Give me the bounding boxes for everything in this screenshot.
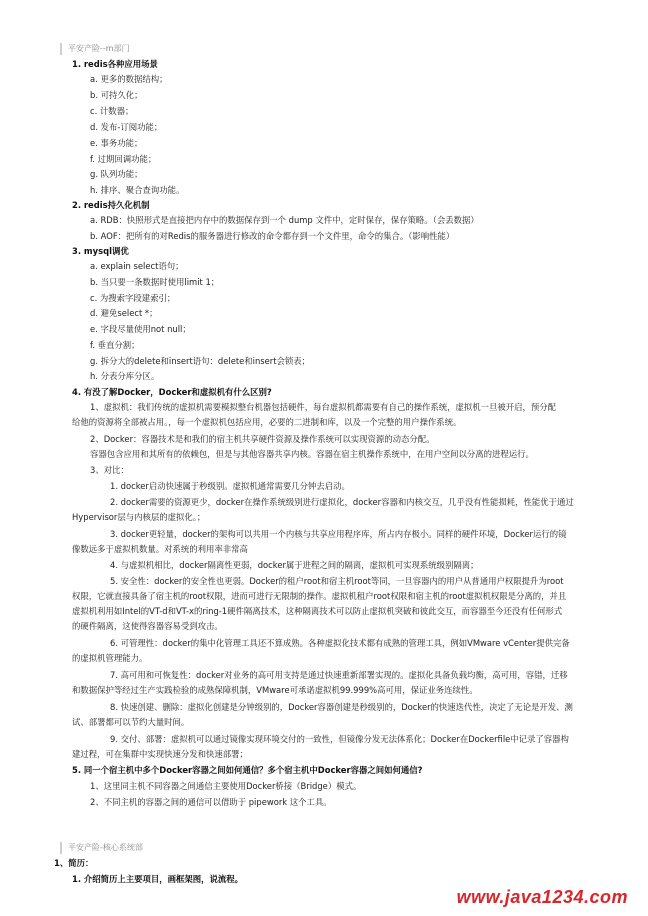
paragraph-line: 像数远多于虚拟机数量。对系统的利用率非常高 xyxy=(72,544,248,554)
heading-resume: 1、简历： xyxy=(54,858,94,868)
paragraph-line: 2、Docker：容器技术是和我们的宿主机共享硬件资源及操作系统可以实现资源的动态分配。 xyxy=(90,434,435,444)
paragraph-line: 1、虚拟机：我们传统的虚拟机需要模拟整台机器包括硬件，每台虚拟机都需要有自己的操作系统，虚拟机一旦被开启，预分配 xyxy=(90,402,556,412)
list-item: e. 事务功能； xyxy=(90,138,143,148)
list-item: b. AOF：把所有的对Redis的服务器进行修改的命令都存到一个文件里，命令的集合。（影响性能） xyxy=(90,231,455,241)
paragraph-line: 6. 可管理性：docker的集中化管理工具还不算成熟。各种虚拟化技术都有成熟的管理工具，例如VMware vCenter提供完备 xyxy=(110,638,570,648)
list-item: d. 避免select *； xyxy=(90,308,158,318)
list-item: a. RDB：快照形式是直接把内存中的数据保存到一个 dump 文件中，定时保存，保存策略。（会丢数据） xyxy=(90,215,479,225)
list-item: a. explain select语句； xyxy=(90,261,184,271)
paragraph-line: 权限，它就直接具备了宿主机的root权限，进而可进行无限制的操作。虚拟机租户root权限和宿主机的root虚拟机权限是分离的，并且 xyxy=(72,591,567,601)
section-label: 平安产险-核心系统部 xyxy=(60,842,143,854)
paragraph-line: Hypervisor层与内核层的虚拟化。； xyxy=(72,512,206,522)
paragraph-line: 容器包含应用和其所有的依赖包，但是与其他容器共享内核。容器在宿主机操作系统中，在用户空间以分离的进程运行。 xyxy=(90,449,534,459)
list-item: g. 拆分大的delete和insert语句：delete和insert会锁表； xyxy=(90,356,311,366)
list-item: f. 垂直分割； xyxy=(90,340,140,350)
paragraph-line: 5. 安全性：docker的安全性也更弱。Docker的租户root和宿主机root等同，一旦容器内的用户从普通用户权限提升为root xyxy=(110,576,564,586)
paragraph-line: 和数据保护等经过生产实践检验的成熟保障机制，VMware可承诺虚拟机99.999%高可用，保证业务连续性。 xyxy=(72,685,478,695)
paragraph-line: 1、这里同主机不同容器之间通信主要使用Docker桥接（Bridge）模式。 xyxy=(90,781,362,791)
heading-redis-persist: 2. redis持久化机制 xyxy=(72,200,150,210)
paragraph-line: 7. 高可用和可恢复性：docker对业务的高可用支持是通过快速重新部署实现的。虚拟化具备负载均衡，高可用，容错，迁移 xyxy=(110,670,568,680)
section-label: 平安产险--m部门 xyxy=(60,43,130,55)
paragraph-line: 9. 交付、部署：虚拟机可以通过镜像实现环境交付的一致性，但镜像分发无法体系化；Docker在Dockerfile中记录了容器构 xyxy=(110,734,569,744)
list-item: h. 分表分库分区。 xyxy=(90,371,160,381)
heading-docker: 4. 有没了解Docker，Docker和虚拟机有什么区别? xyxy=(72,387,272,397)
heading-redis-uses: 1. redis各种应用场景 xyxy=(72,59,158,69)
paragraph-line: 4. 与虚拟机相比，docker隔离性更弱，docker属于进程之间的隔离，虚拟机可实现系统级别隔离； xyxy=(110,560,479,570)
paragraph-line: 1. docker启动快速属于秒级别。虚拟机通常需要几分钟去启动。 xyxy=(110,481,350,491)
watermark-text: www.java1234.com xyxy=(456,887,628,907)
paragraph-line: 3. docker更轻量，docker的架构可以共用一个内核与共享应用程序库，所占内存极小。同样的硬件环境，Docker运行的镜 xyxy=(110,529,567,539)
heading-docker-network: 5. 同一个宿主机中多个Docker容器之间如何通信？多个宿主机中Docker容器之间如何通信? xyxy=(72,765,423,775)
paragraph-line: 的硬件隔离，这使得容器容易受到攻击。 xyxy=(72,621,223,631)
list-item: b. 当只要一条数据时使用limit 1； xyxy=(90,277,220,287)
paragraph-line: 试、部署都可以节约大量时间。 xyxy=(72,717,190,727)
paragraph-line: 虚拟机利用如Intel的VT-d和VT-x的ring-1硬件隔离技术，这种隔离技术可以防止虚拟机突破和彼此交互，而容器至今还没有任何形式 xyxy=(72,606,563,616)
paragraph-line: 的虚拟机管理能力。 xyxy=(72,653,148,663)
paragraph-line: 给他的资源将全部被占用。，每一个虚拟机包括应用，必要的二进制和库，以及一个完整的用户操作系统。 xyxy=(72,417,462,427)
paragraph-line: 2、不同主机的容器之间的通信可以借助于 pipework 这个工具。 xyxy=(90,797,332,807)
list-item: h. 排序、聚合查询功能。 xyxy=(90,185,185,195)
paragraph-line: 8. 快速创建、删除：虚拟化创建是分钟级别的，Docker容器创建是秒级别的，Docker的快速迭代性，决定了无论是开发、测 xyxy=(110,702,573,712)
list-item: f. 过期回调功能； xyxy=(90,154,157,164)
list-item: g. 队列功能； xyxy=(90,169,143,179)
paragraph-line: 3、对比： xyxy=(90,465,129,475)
paragraph-line: 2. docker需要的资源更少，docker在操作系统级别进行虚拟化，docker容器和内核交互，几乎没有性能损耗，性能优于通过 xyxy=(110,497,574,507)
list-item: e. 字段尽量使用not null； xyxy=(90,324,191,334)
heading-mysql: 3. mysql调优 xyxy=(72,246,129,256)
paragraph-line: 建过程，可在集群中实现快速分发和快速部署； xyxy=(72,749,248,759)
list-item: c. 计数器； xyxy=(90,106,134,116)
list-item: c. 为搜索字段建索引； xyxy=(90,293,176,303)
list-item: d. 发布-订阅功能； xyxy=(90,122,163,132)
heading-projects: 1. 介绍简历上主要项目，画框架图，说流程。 xyxy=(72,874,244,884)
list-item: a. 更多的数据结构； xyxy=(90,74,168,84)
list-item: b. 可持久化； xyxy=(90,90,143,100)
